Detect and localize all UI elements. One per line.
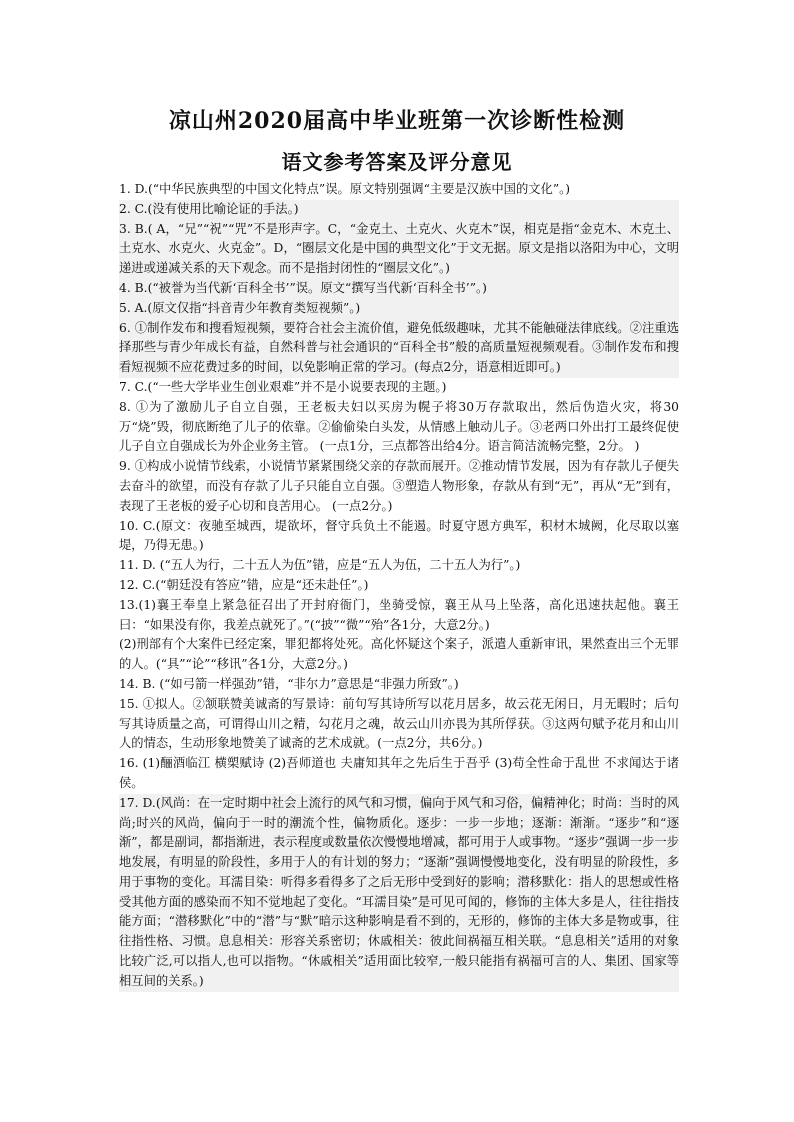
- answer-item-10: 10. C.(原文：夜驰至城西，堤欲坏，督守兵负土不能遏。时夏守恩方典军，积材木城阙，化尽取以塞堤，乃得无患。): [119, 518, 679, 553]
- answer-item-14: 14. B. (“如弓箭一样强劲”错，“非尔力”意思是“非强力所致”。): [119, 676, 459, 691]
- answer-item-1: 1. D.(“中华民族典型的中国文化特点”误。原文特别强调“主要是汉族中国的文化”。): [119, 182, 571, 196]
- page-subtitle: 语文参考答案及评分意见: [281, 150, 513, 174]
- answer-item-12: 12. C.(“朝廷没有答应”错，应是“还未赴任”。): [119, 577, 369, 592]
- answer-list: [119, 180, 679, 992]
- answer-item-13-2: (2)刑部有个大案件已经定案，罪犯都将处死。高化怀疑这个案子，派遣人重新审讯，果然查出三个无罪的人。(“具”“论”“移讯”各1分，大意2分。): [119, 637, 679, 672]
- answer-item-9: 9. ①构成小说情节线索，小说情节紧紧围绕父亲的存款而展开。②推动情节发展，因为有存款儿子便失去奋斗的欲望，而没有存款了儿子只能自立自强。③塑造人物形象，存款从有到“无”，再从“无”到有，表现了王老板的爱子心切和良苦用心。 (一点2分。): [119, 459, 679, 513]
- answer-item-2: 2. C.(没有使用比喻论证的手法。): [119, 200, 679, 220]
- answer-item-11: 11. D. (“五人为行，二十五人为伍”错，应是“五人为伍，二十五人为行”。): [119, 558, 521, 573]
- answer-item-3: 3. B.( A，“兄”“祝”“咒”不是形声字。C，“金克土、土克火、火克木”误，相克是指“金克木、木克土、土克水、水克火、火克金”。D，“圈层文化是中国的典型文化”于文无据。原文是指以洛阳为中心，文明递进或递减关系的天下观念。而不是指封闭性的“圈层文化”。): [119, 220, 679, 279]
- answer-item-17: 17. D.(风尚：在一定时期中社会上流行的风气和习惯，偏向于风气和习俗，偏精神化；时尚：当时的风尚;时兴的风尚，偏向于一时的潮流个性，偏物质化。逐步：一步一步地；逐渐：渐渐。“逐步”和“逐渐”，都是副词，都指渐进，表示程度或数量依次慢慢地增减，都可用于人或事物。“逐步”强调一步一步地发展，有明显的阶段性，多用于人的有计划的努力；“逐渐”强调慢慢地变化，没有明显的阶段性，多用于事物的变化。耳濡目染：听得多看得多了之后无形中受到好的影响；潜移默化：指人的思想或性格受其他方面的感染而不知不觉地起了变化。“耳濡目染”是可见可闻的，修饰的主体大多是人，往往指技能方面；“潜移默化”中的“潜”与“默”暗示这种影响是看不到的，无形的，修饰的主体大多是物或事，往往指性格、习惯。息息相关：形容关系密切；休戚相关：彼此间祸福互相关联。“息息相关”适用的对象比较广泛,可以指人,也可以指物。“休戚相关”适用面比较窄,一般只能指有祸福可言的人、集团、国家等相互间的关系。): [119, 794, 679, 992]
- answer-item-13-1: 13.(1)襄王奉皇上紧急征召出了开封府衙门，坐骑受惊，襄王从马上坠落，高化迅速扶起他。襄王曰：“如果没有你，我差点就死了。”(“披”“微”“殆”各1分，大意2分。): [119, 597, 679, 632]
- page-title: 凉山州2020届高中毕业班第一次诊断性检测: [168, 108, 626, 134]
- answer-item-5: 5. A.(原文仅指“抖音青少年教育类短视频”。): [119, 299, 679, 319]
- answer-item-7: 7. C.(“一些大学毕业生创业艰难”并不是小说要表现的主题。): [119, 379, 447, 394]
- answer-item-15: 15. ①拟人。②颔联赞美诚斋的写景诗：前句写其诗所写以花月居多，故云花无闲日，月无暇时；后句写其诗质量之高，可谓得山川之精，勾花月之魂，故云山川亦畏为其所俘获。③这两句赋予花月和山川人的情态，生动形象地赞美了诚斋的艺术成就。(一点2分，共6分。): [119, 696, 679, 751]
- answer-item-4: 4. B.(“被誉为当代新‘百科全书’”误。原文“撰写当代新‘百科全书’”。): [119, 279, 679, 299]
- answer-item-6: 6. ①制作发布和搜看短视频，要符合社会主流价值，避免低级趣味，尤其不能触碰法律底线。②注重选择那些与青少年成长有益，自然科普与社会通识的“百科全书”般的高质量短视频观看。③制作发布和搜看短视频不应花费过多的时间，以免影响正常的学习。(每点2分，语意相近即可。): [119, 319, 679, 378]
- answer-item-8: 8. ①为了激励儿子自立自强，王老板夫妇以买房为幌子将30万存款取出，然后伪造火灾，将30万“烧”毁，彻底断绝了儿子的依靠。②偷偷染白头发，从情感上触动儿子。③老两口外出打工最终促使儿子自立自强成长为外企业务主管。 (一点1分，三点都答出给4分。语言简洁流畅完整，2分。 ): [119, 399, 679, 454]
- answer-item-16: 16. (1)酾酒临江 横槊赋诗 (2)吾师道也 夫庸知其年之先后生于吾乎 (3)苟全性命于乱世 不求闻达于诸侯。: [119, 756, 679, 790]
